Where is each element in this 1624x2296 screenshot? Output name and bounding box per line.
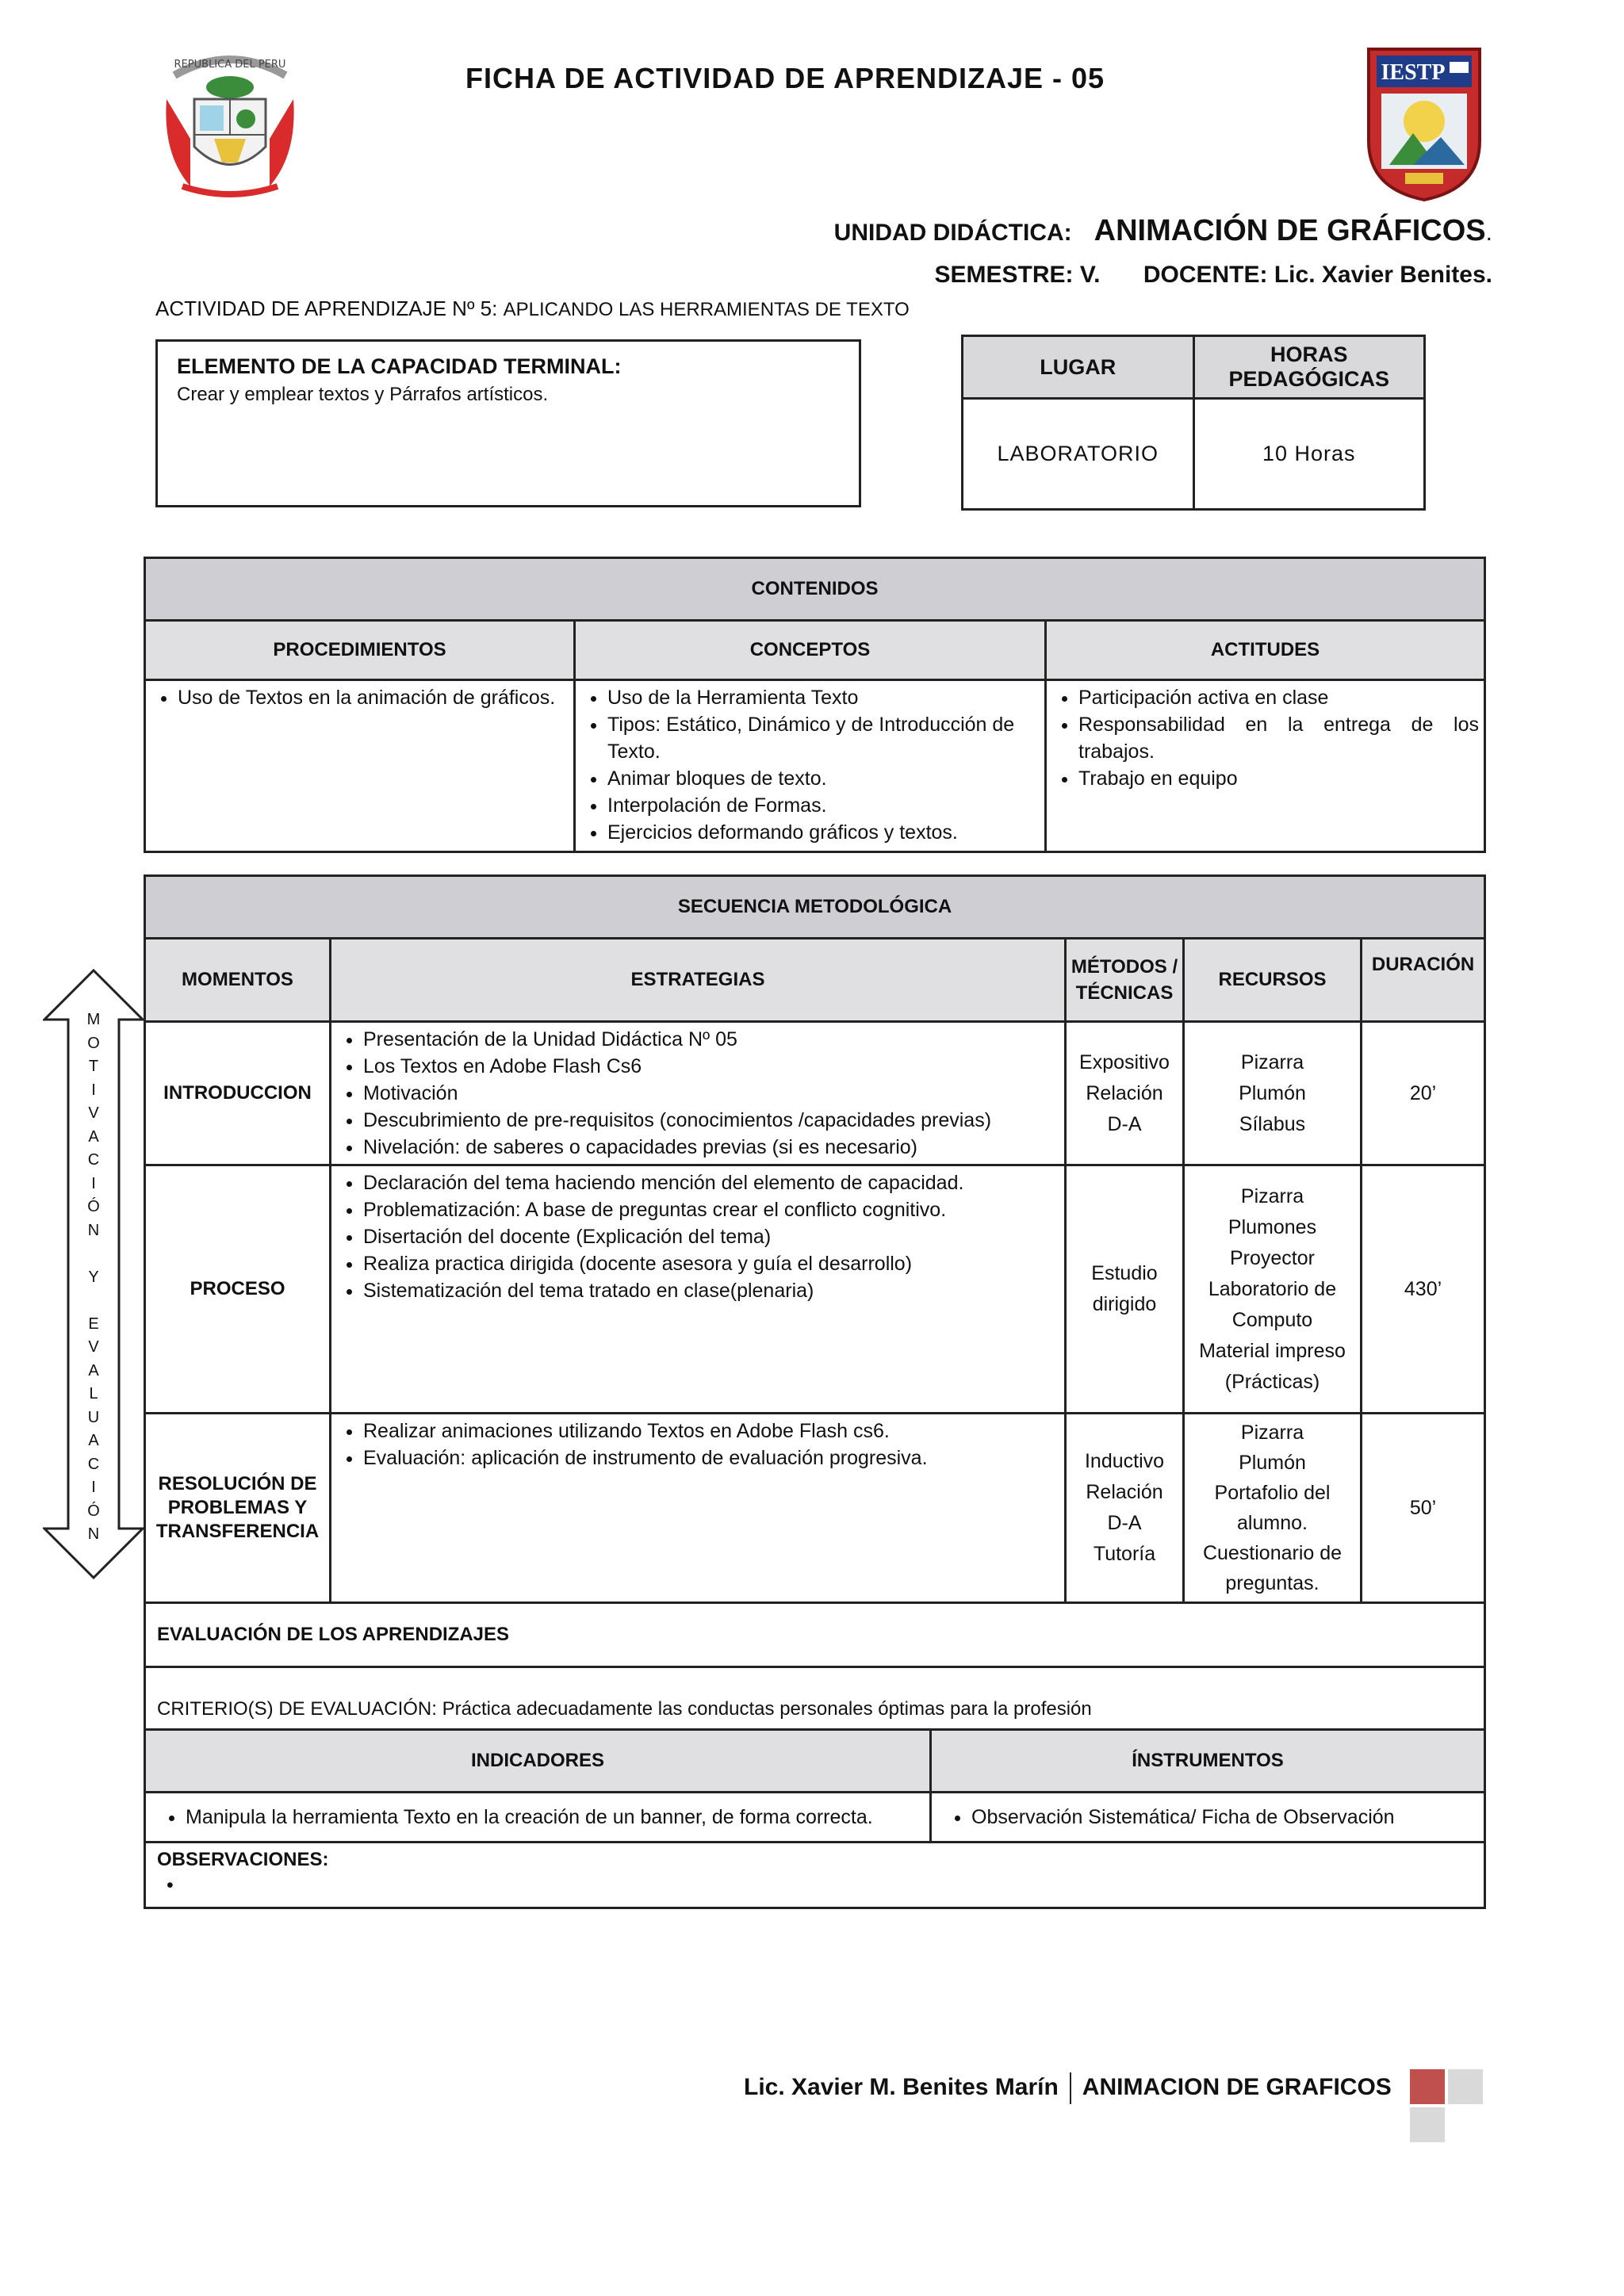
list-item: • Observación Sistemática/ Ficha de Observación	[971, 1804, 1479, 1831]
list-item: • Evaluación: aplicación de instrumento de evaluación progresiva.	[363, 1445, 1059, 1471]
metodo-item: Estudio	[1091, 1262, 1158, 1284]
list-item: • Uso de Textos en la animación de gráficos.	[178, 684, 569, 711]
list-item: • Interpolación de Formas.	[607, 792, 1040, 819]
elemento-heading: ELEMENTO DE LA CAPACIDAD TERMINAL:	[177, 354, 622, 378]
metodos-header: MÉTODOS / TÉCNICAS	[1066, 939, 1184, 1022]
duracion-header: DURACIÓN	[1362, 939, 1485, 1022]
list-item: • Problematización: A base de preguntas crear el conflicto cognitivo.	[363, 1196, 1059, 1223]
procedimientos-cell	[145, 680, 575, 852]
observaciones-cell	[145, 1843, 1485, 1908]
criterio-evaluacion: CRITERIO(S) DE EVALUACIÓN: Práctica adecuadamente las conductas personales óptimas para la profesión	[145, 1667, 1485, 1752]
recurso-item: Pizarra	[1240, 1050, 1304, 1073]
metodo-item: Inductivo	[1084, 1450, 1165, 1472]
actitudes-header: ACTITUDES	[1046, 621, 1485, 680]
footer-divider	[1070, 2072, 1071, 2104]
indicador-cell	[145, 1793, 931, 1843]
recursos-cell	[1184, 1022, 1362, 1165]
recurso-item: Pizarra	[1240, 1422, 1304, 1444]
metodo-item: D-A	[1107, 1112, 1142, 1135]
secuencia-table	[144, 874, 1486, 1753]
elemento-capacidad-box	[155, 339, 861, 507]
page-title: FICHA DE ACTIVIDAD DE APRENDIZAJE - 05	[465, 62, 1105, 94]
metodos-cell	[1066, 1022, 1184, 1165]
list-item: • Motivación	[363, 1080, 1059, 1107]
estrategias-cell	[331, 1165, 1066, 1414]
recurso-item: alumno.	[1237, 1512, 1308, 1534]
indicadores-header: INDICADORES	[145, 1730, 931, 1793]
procedimientos-header: PROCEDIMIENTOS	[145, 621, 575, 680]
recurso-item: Pizarra	[1240, 1184, 1304, 1207]
recursos-cell	[1184, 1414, 1362, 1603]
lugar-value: LABORATORIO	[963, 399, 1194, 510]
momento-introduccion: INTRODUCCION	[145, 1022, 331, 1165]
docente-label: DOCENTE:	[1143, 262, 1268, 288]
actividad-label: ACTIVIDAD DE APRENDIZAJE Nº 5:	[155, 297, 498, 320]
recurso-item: Computo	[1231, 1308, 1313, 1331]
actividad-value: APLICANDO LAS HERRAMIENTAS DE TEXTO	[503, 299, 910, 320]
vertical-text: M O T I V A C I Ó N Y E V A L U A C I Ó N	[86, 1011, 101, 1543]
evaluacion-title: EVALUACIÓN DE LOS APRENDIZAJES	[145, 1603, 1485, 1667]
conceptos-cell	[575, 680, 1046, 852]
footer-accent-square	[1410, 2069, 1445, 2104]
list-item: • Realiza practica dirigida (docente asesora y guía el desarrollo)	[363, 1250, 1059, 1277]
lugar-header: LUGAR	[963, 336, 1194, 399]
recurso-item: Plumones	[1228, 1215, 1317, 1238]
metodo-item: D-A	[1107, 1512, 1142, 1534]
unidad-value: ANIMACIÓN DE GRÁFICOS	[1094, 214, 1486, 247]
list-item: • Animar bloques de texto.	[607, 765, 1040, 792]
logo-text: REPUBLICA DEL PERU	[174, 59, 286, 71]
metodo-item: Relación	[1086, 1081, 1163, 1104]
recurso-item: Sílabus	[1239, 1112, 1306, 1135]
estrategias-cell	[331, 1414, 1066, 1603]
duracion-cell: 430’	[1362, 1165, 1485, 1414]
momento-proceso: PROCESO	[145, 1165, 331, 1414]
unidad-label: UNIDAD DIDÁCTICA:	[833, 220, 1072, 246]
recurso-item: preguntas.	[1225, 1572, 1320, 1594]
indicadores-table	[144, 1728, 1486, 1909]
recurso-item: Plumón	[1239, 1452, 1306, 1474]
footer-gray-square	[1410, 2107, 1445, 2142]
footer-course: ANIMACION DE GRAFICOS	[1082, 2073, 1392, 2100]
contenidos-title: CONTENIDOS	[145, 558, 1485, 621]
unidad-dot: .	[1485, 220, 1492, 246]
list-item: • Presentación de la Unidad Didáctica Nº 05	[363, 1026, 1059, 1053]
recurso-item: Laboratorio de	[1208, 1277, 1337, 1300]
semestre-line	[935, 262, 1492, 289]
momentos-header: MOMENTOS	[145, 939, 331, 1022]
docente-value: Lic. Xavier Benites.	[1274, 262, 1492, 288]
actitudes-cell	[1046, 680, 1485, 852]
actividad-line	[155, 297, 910, 321]
list-item: • Responsabilidad en la entrega de los trabajos.	[1078, 711, 1479, 765]
semestre-label: SEMESTRE:	[934, 262, 1074, 288]
footer-author: Lic. Xavier M. Benites Marín	[744, 2073, 1059, 2100]
list-item: • Descubrimiento de pre-requisitos (conocimientos /capacidades previas)	[363, 1107, 1059, 1134]
horas-header: HORAS PEDAGÓGICAS	[1193, 336, 1425, 399]
observaciones-label: OBSERVACIONES:	[157, 1849, 329, 1870]
recurso-item: Plumón	[1239, 1081, 1306, 1104]
duracion-cell: 50’	[1362, 1414, 1485, 1603]
instrumento-cell	[931, 1793, 1485, 1843]
instrumentos-header: ÍNSTRUMENTOS	[931, 1730, 1485, 1793]
footer-gray-square	[1448, 2069, 1483, 2104]
list-item: • Sistematización del tema tratado en clase(plenaria)	[363, 1277, 1059, 1304]
contenidos-table	[144, 557, 1486, 853]
list-item: • Los Textos en Adobe Flash Cs6	[363, 1053, 1059, 1080]
recurso-item: (Prácticas)	[1224, 1370, 1320, 1393]
metodo-item: Tutoría	[1093, 1543, 1156, 1565]
metodos-cell	[1066, 1165, 1184, 1414]
iestp-shield-icon	[1365, 46, 1483, 201]
peru-coat-of-arms-icon	[159, 44, 301, 202]
list-item: • Tipos: Estático, Dinámico y de Introducción de Texto.	[607, 711, 1040, 765]
list-item: • Manipula la herramienta Texto en la creación de un banner, de forma correcta.	[186, 1804, 925, 1831]
recurso-item: Material impreso	[1199, 1339, 1346, 1362]
momento-resolucion: RESOLUCIÓN DE PROBLEMAS Y TRANSFERENCIA	[145, 1414, 331, 1603]
list-item: • Ejercicios deformando gráficos y textos.	[607, 819, 1040, 846]
estrategias-header: ESTRATEGIAS	[331, 939, 1066, 1022]
semestre-value: V.	[1079, 262, 1101, 288]
conceptos-header: CONCEPTOS	[575, 621, 1046, 680]
motivacion-evaluacion-label	[79, 1008, 108, 1547]
list-item: • Participación activa en clase	[1078, 684, 1479, 711]
observaciones-bullet: •	[167, 1874, 174, 1896]
secuencia-title: SECUENCIA METODOLÓGICA	[145, 876, 1485, 939]
list-item: • Realizar animaciones utilizando Textos en Adobe Flash cs6.	[363, 1418, 1059, 1445]
horas-value: 10 Horas	[1193, 399, 1425, 510]
elemento-text: Crear y emplear textos y Párrafos artísticos.	[177, 384, 549, 405]
list-item: • Uso de la Herramienta Texto	[607, 684, 1040, 711]
metodo-item: Expositivo	[1079, 1050, 1170, 1073]
metodo-item: Relación	[1086, 1481, 1163, 1503]
list-item: • Disertación del docente (Explicación del tema)	[363, 1223, 1059, 1250]
footer	[744, 2072, 1392, 2104]
recursos-header: RECURSOS	[1184, 939, 1362, 1022]
recurso-item: Proyector	[1230, 1246, 1315, 1269]
list-item: • Nivelación: de saberes o capacidades previas (si es necesario)	[363, 1134, 1059, 1161]
estrategias-cell	[331, 1022, 1066, 1165]
recurso-item: Cuestionario de	[1202, 1542, 1342, 1564]
unidad-didactica-line	[834, 214, 1492, 248]
list-item: • Declaración del tema haciendo mención del elemento de capacidad.	[363, 1169, 1059, 1196]
recurso-item: Portafolio del	[1214, 1482, 1331, 1504]
lugar-horas-table	[961, 335, 1426, 511]
metodos-cell	[1066, 1414, 1184, 1603]
logo-text: IESTP	[1381, 60, 1446, 85]
recursos-cell	[1184, 1165, 1362, 1414]
metodo-item: dirigido	[1092, 1293, 1157, 1315]
duracion-cell: 20’	[1362, 1022, 1485, 1165]
list-item: • Trabajo en equipo	[1078, 765, 1479, 792]
